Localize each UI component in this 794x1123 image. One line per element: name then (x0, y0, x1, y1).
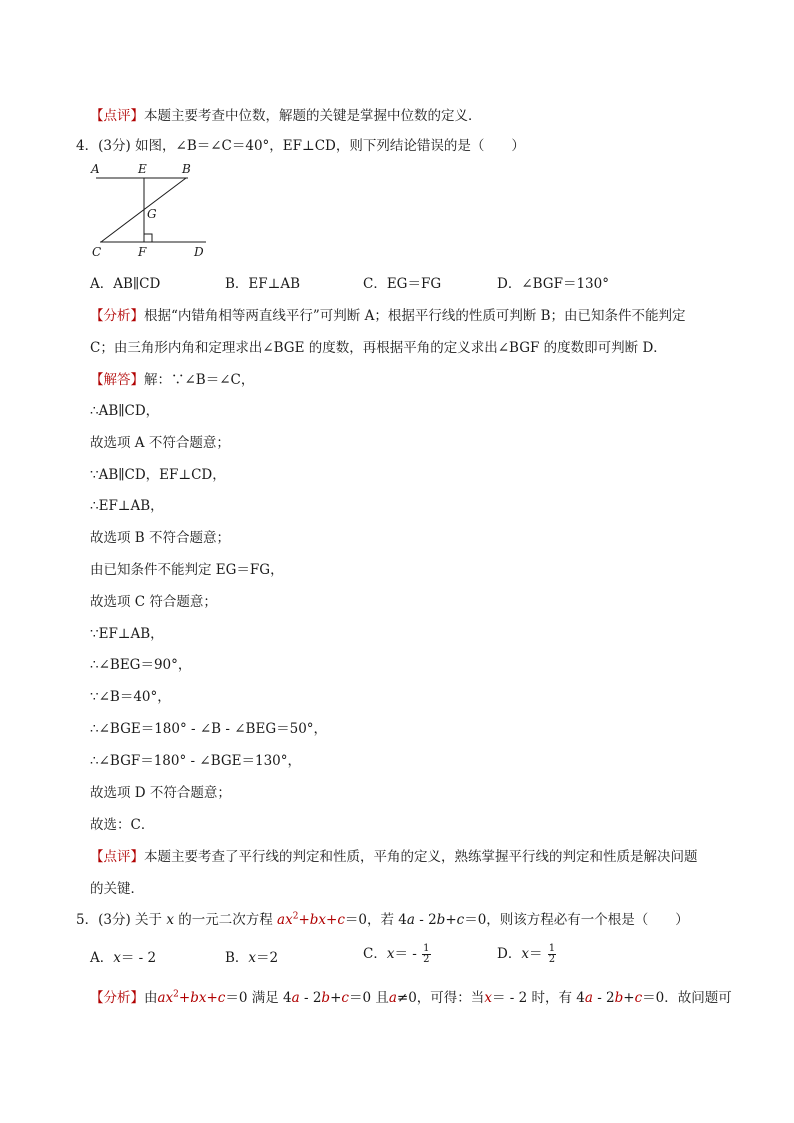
q5-option-d: D．x＝ $\frac{1}{2}$ (497, 943, 556, 965)
fraction: $\frac{1}{2}$ (548, 943, 556, 965)
comment-text: 本题主要考查中位数，解题的关键是掌握中位数的定义． (144, 108, 482, 124)
label-b: B (182, 162, 191, 176)
label-f: F (138, 245, 147, 259)
label-g: G (147, 207, 157, 221)
q4-stem: 4．(3分) 如图，∠B＝∠C＝40°，EF⊥CD，则下列结论错误的是（ ） (76, 138, 525, 154)
analysis-tag: 【分析】 (90, 308, 144, 324)
q4-step-5: 故选项 B 不符合题意； (90, 530, 231, 546)
q4-step-7: 故选项 C 符合题意； (90, 594, 217, 610)
q5-stem: 5．(3分) 关于 x 的一元二次方程 $ax^2+bx+c=0$，若 4a - 2b+c＝0，则该方程必有一个根是（ ） (76, 911, 689, 928)
q5-option-c: C．x＝ - $\frac{1}{2}$ (363, 943, 430, 965)
q4-step-14: 故选：C． (90, 817, 155, 833)
label-a: A (91, 162, 100, 176)
q4-step-1: ∴AB∥CD， (90, 403, 160, 419)
right-angle-mark (144, 234, 152, 242)
comment-tag: 【点评】 (90, 108, 144, 124)
label-e: E (138, 162, 147, 176)
comment-tag: 【点评】 (90, 849, 144, 865)
q4-step-8: ∵EF⊥AB， (90, 626, 164, 642)
q5-option-b: B．x＝2 (225, 950, 279, 966)
q4-option-b: B．EF⊥AB (225, 276, 301, 292)
q4-analysis-1: 【分析】根据“内错角相等两直线平行”可判断 A；根据平行线的性质可判断 B；由已知条件不能判定 (90, 308, 686, 324)
q4-step-12: ∴∠BGF＝180° - ∠BGE＝130°， (90, 753, 302, 769)
q4-step-9: ∴∠BEG＝90°， (90, 657, 192, 673)
q4-answer: 【解答】解：∵∠B＝∠C， (90, 372, 255, 388)
q4-step-10: ∵∠B＝40°， (90, 689, 171, 705)
q5-analysis: 【分析】由$ax^2+bx+c=0$ 满足 4a - 2b+c＝0 且a≠0，可得：当x＝ - 2 时，有 4a - 2b+c＝0．故问题可 (90, 989, 732, 1006)
q4-step-6: 由已知条件不能判定 EG＝FG， (90, 562, 284, 578)
q4-figure (88, 160, 218, 260)
q4-analysis-2: C；由三角形内角和定理求出∠BGE 的度数，再根据平角的定义求出∠BGF 的度数即可判断 D． (90, 340, 667, 356)
label-d: D (194, 245, 204, 259)
q4-step-11: ∴∠BGE＝180° - ∠B - ∠BEG＝50°， (90, 721, 328, 737)
q4-option-c: C．EG＝FG (363, 276, 442, 292)
q4-step-2: 故选项 A 不符合题意； (90, 435, 230, 451)
fraction: $\frac{1}{2}$ (423, 943, 430, 965)
q4-comment-2: 的关键． (90, 881, 144, 897)
q4-comment-1: 【点评】本题主要考查了平行线的判定和性质，平角的定义，熟练掌握平行线的判定和性质是解决问题 (90, 849, 698, 865)
answer-tag: 【解答】 (90, 372, 144, 388)
q3-comment (90, 104, 482, 124)
q4-option-d: D．∠BGF＝130° (497, 276, 609, 292)
q4-step-13: 故选项 D 不符合题意； (90, 785, 231, 801)
label-c: C (92, 245, 102, 259)
q4-option-a: A．AB∥CD (90, 276, 161, 292)
q5-option-a: A．x＝ - 2 (90, 950, 157, 966)
q4-step-4: ∴EF⊥AB， (90, 498, 164, 514)
q4-step-3: ∵AB∥CD，EF⊥CD， (90, 467, 226, 483)
